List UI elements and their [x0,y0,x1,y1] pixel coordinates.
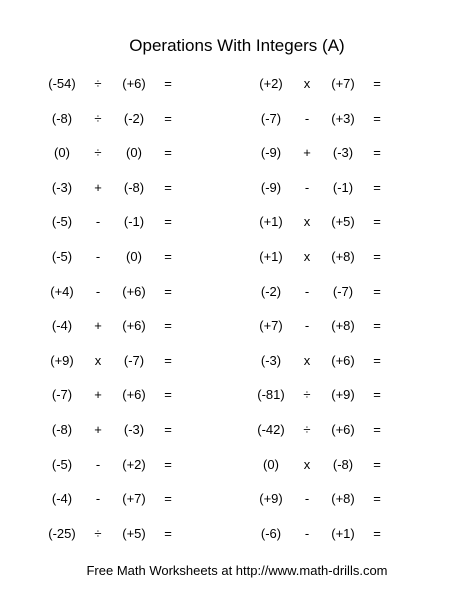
problem-row [251,455,411,490]
operator-sign: x [303,456,311,472]
operand-left: (-2) [260,283,282,299]
operator-sign: - [304,491,310,507]
operand-right: (+7) [331,76,355,91]
equals-sign: = [373,179,381,195]
operand-left: (+9) [50,352,74,368]
problem-row [251,212,411,247]
operand-right: (+5) [331,214,355,230]
problem-row [42,178,202,213]
operator-sign: - [304,318,310,334]
problem-row [251,247,411,282]
equals-sign: = [164,179,172,195]
operand-right: (+6) [331,352,355,368]
problem-row [42,282,202,317]
operand-right: (+6) [122,387,146,403]
problem-row [42,489,202,524]
operand-left: (-8) [51,110,73,126]
problem-row [251,385,411,420]
operand-left: (-7) [51,387,73,403]
equals-sign: = [373,248,381,264]
equals-sign: = [373,110,381,126]
operand-right: (+9) [331,387,355,403]
problem-row [42,351,202,386]
equals-sign: = [164,491,172,507]
problem-row [251,178,411,213]
operand-right: (-1) [332,179,354,195]
operand-right: (+6) [122,76,146,91]
operand-right: (-2) [123,110,145,126]
equals-sign: = [164,76,172,91]
problem-row [251,489,411,524]
right-problem-column [251,74,411,558]
operand-right: (+7) [122,491,146,507]
operator-sign: ÷ [94,145,102,161]
operand-left: (0) [54,145,70,161]
operand-left: (+7) [259,318,283,334]
operand-left: (-8) [51,421,73,437]
problem-row [42,524,202,559]
operand-right: (+6) [122,318,146,334]
worksheet-title: Operations With Integers (A) [129,36,345,55]
equals-sign: = [373,76,381,91]
problem-row [251,109,411,144]
footer-text: Free Math Worksheets at http://www.math-drills.com [86,563,388,578]
equals-sign: = [373,318,381,334]
equals-sign: = [373,387,381,403]
problem-row [42,316,202,351]
problem-row [42,74,202,109]
operand-right: (+8) [331,491,355,507]
equals-sign: = [373,456,381,472]
operand-left: (-3) [260,352,282,368]
operand-right: (-1) [123,214,145,230]
operator-sign: + [94,179,102,195]
operand-right: (+8) [331,318,355,334]
operand-left: (-42) [257,421,285,437]
equals-sign: = [164,145,172,161]
equals-sign: = [373,352,381,368]
problem-row [42,247,202,282]
problem-row [42,143,202,178]
equals-sign: = [373,145,381,161]
equals-sign: = [373,525,381,541]
operator-sign: + [94,421,102,437]
operand-right: (+8) [331,248,355,264]
equals-sign: = [164,318,172,334]
operand-left: (+2) [259,76,283,91]
operand-right: (-7) [332,283,354,299]
operand-left: (+1) [259,248,283,264]
operand-right: (+5) [122,525,146,541]
operand-right: (+3) [331,110,355,126]
problem-row [251,282,411,317]
operand-left: (-4) [51,491,73,507]
operator-sign: - [95,283,101,299]
equals-sign: = [164,525,172,541]
problem-row [251,316,411,351]
operand-left: (-25) [48,525,76,541]
problem-row [42,420,202,455]
operator-sign: + [303,145,311,161]
equals-sign: = [164,352,172,368]
operand-left: (+1) [259,214,283,230]
equals-sign: = [164,456,172,472]
operator-sign: ÷ [303,387,311,403]
operand-left: (-5) [51,248,73,264]
operand-right: (-7) [123,352,145,368]
equals-sign: = [164,110,172,126]
operator-sign: - [304,525,310,541]
operand-right: (+6) [331,421,355,437]
left-problem-column [42,74,202,558]
operand-left: (-9) [260,145,282,161]
problem-row [251,420,411,455]
operand-left: (-5) [51,456,73,472]
operator-sign: - [304,110,310,126]
problem-row [251,351,411,386]
operand-right: (+6) [122,283,146,299]
operand-right: (0) [126,145,142,161]
equals-sign: = [164,387,172,403]
operand-left: (-6) [260,525,282,541]
operand-left: (0) [263,456,279,472]
problem-row [251,143,411,178]
equals-sign: = [164,283,172,299]
equals-sign: = [373,283,381,299]
equals-sign: = [373,491,381,507]
problem-row [42,455,202,490]
operator-sign: x [94,352,102,368]
operand-right: (0) [126,248,142,264]
operand-right: (-8) [332,456,354,472]
equals-sign: = [164,421,172,437]
operator-sign: x [303,352,311,368]
operand-left: (+9) [259,491,283,507]
operator-sign: x [303,76,311,91]
operator-sign: ÷ [94,110,102,126]
operand-right: (+1) [331,525,355,541]
operator-sign: x [303,214,311,230]
problem-row [251,524,411,559]
operator-sign: - [304,179,310,195]
operator-sign: ÷ [94,525,102,541]
operand-left: (-54) [48,76,76,91]
operator-sign: - [95,491,101,507]
operand-left: (-4) [51,318,73,334]
operator-sign: ÷ [94,76,102,91]
operator-sign: - [95,456,101,472]
operand-left: (-3) [51,179,73,195]
problem-row [251,74,411,109]
problem-row [42,385,202,420]
operand-right: (-8) [123,179,145,195]
operator-sign: - [95,248,101,264]
equals-sign: = [373,214,381,230]
operator-sign: - [95,214,101,230]
operand-right: (-3) [332,145,354,161]
operand-left: (+4) [50,283,74,299]
operator-sign: x [303,248,311,264]
operand-right: (+2) [122,456,146,472]
operand-left: (-5) [51,214,73,230]
problem-row [42,212,202,247]
operand-left: (-7) [260,110,282,126]
operator-sign: ÷ [303,421,311,437]
equals-sign: = [164,214,172,230]
equals-sign: = [373,421,381,437]
problem-row [42,109,202,144]
operator-sign: - [304,283,310,299]
operand-right: (-3) [123,421,145,437]
operator-sign: + [94,387,102,403]
operand-left: (-81) [257,387,285,403]
equals-sign: = [164,248,172,264]
operator-sign: + [94,318,102,334]
operand-left: (-9) [260,179,282,195]
